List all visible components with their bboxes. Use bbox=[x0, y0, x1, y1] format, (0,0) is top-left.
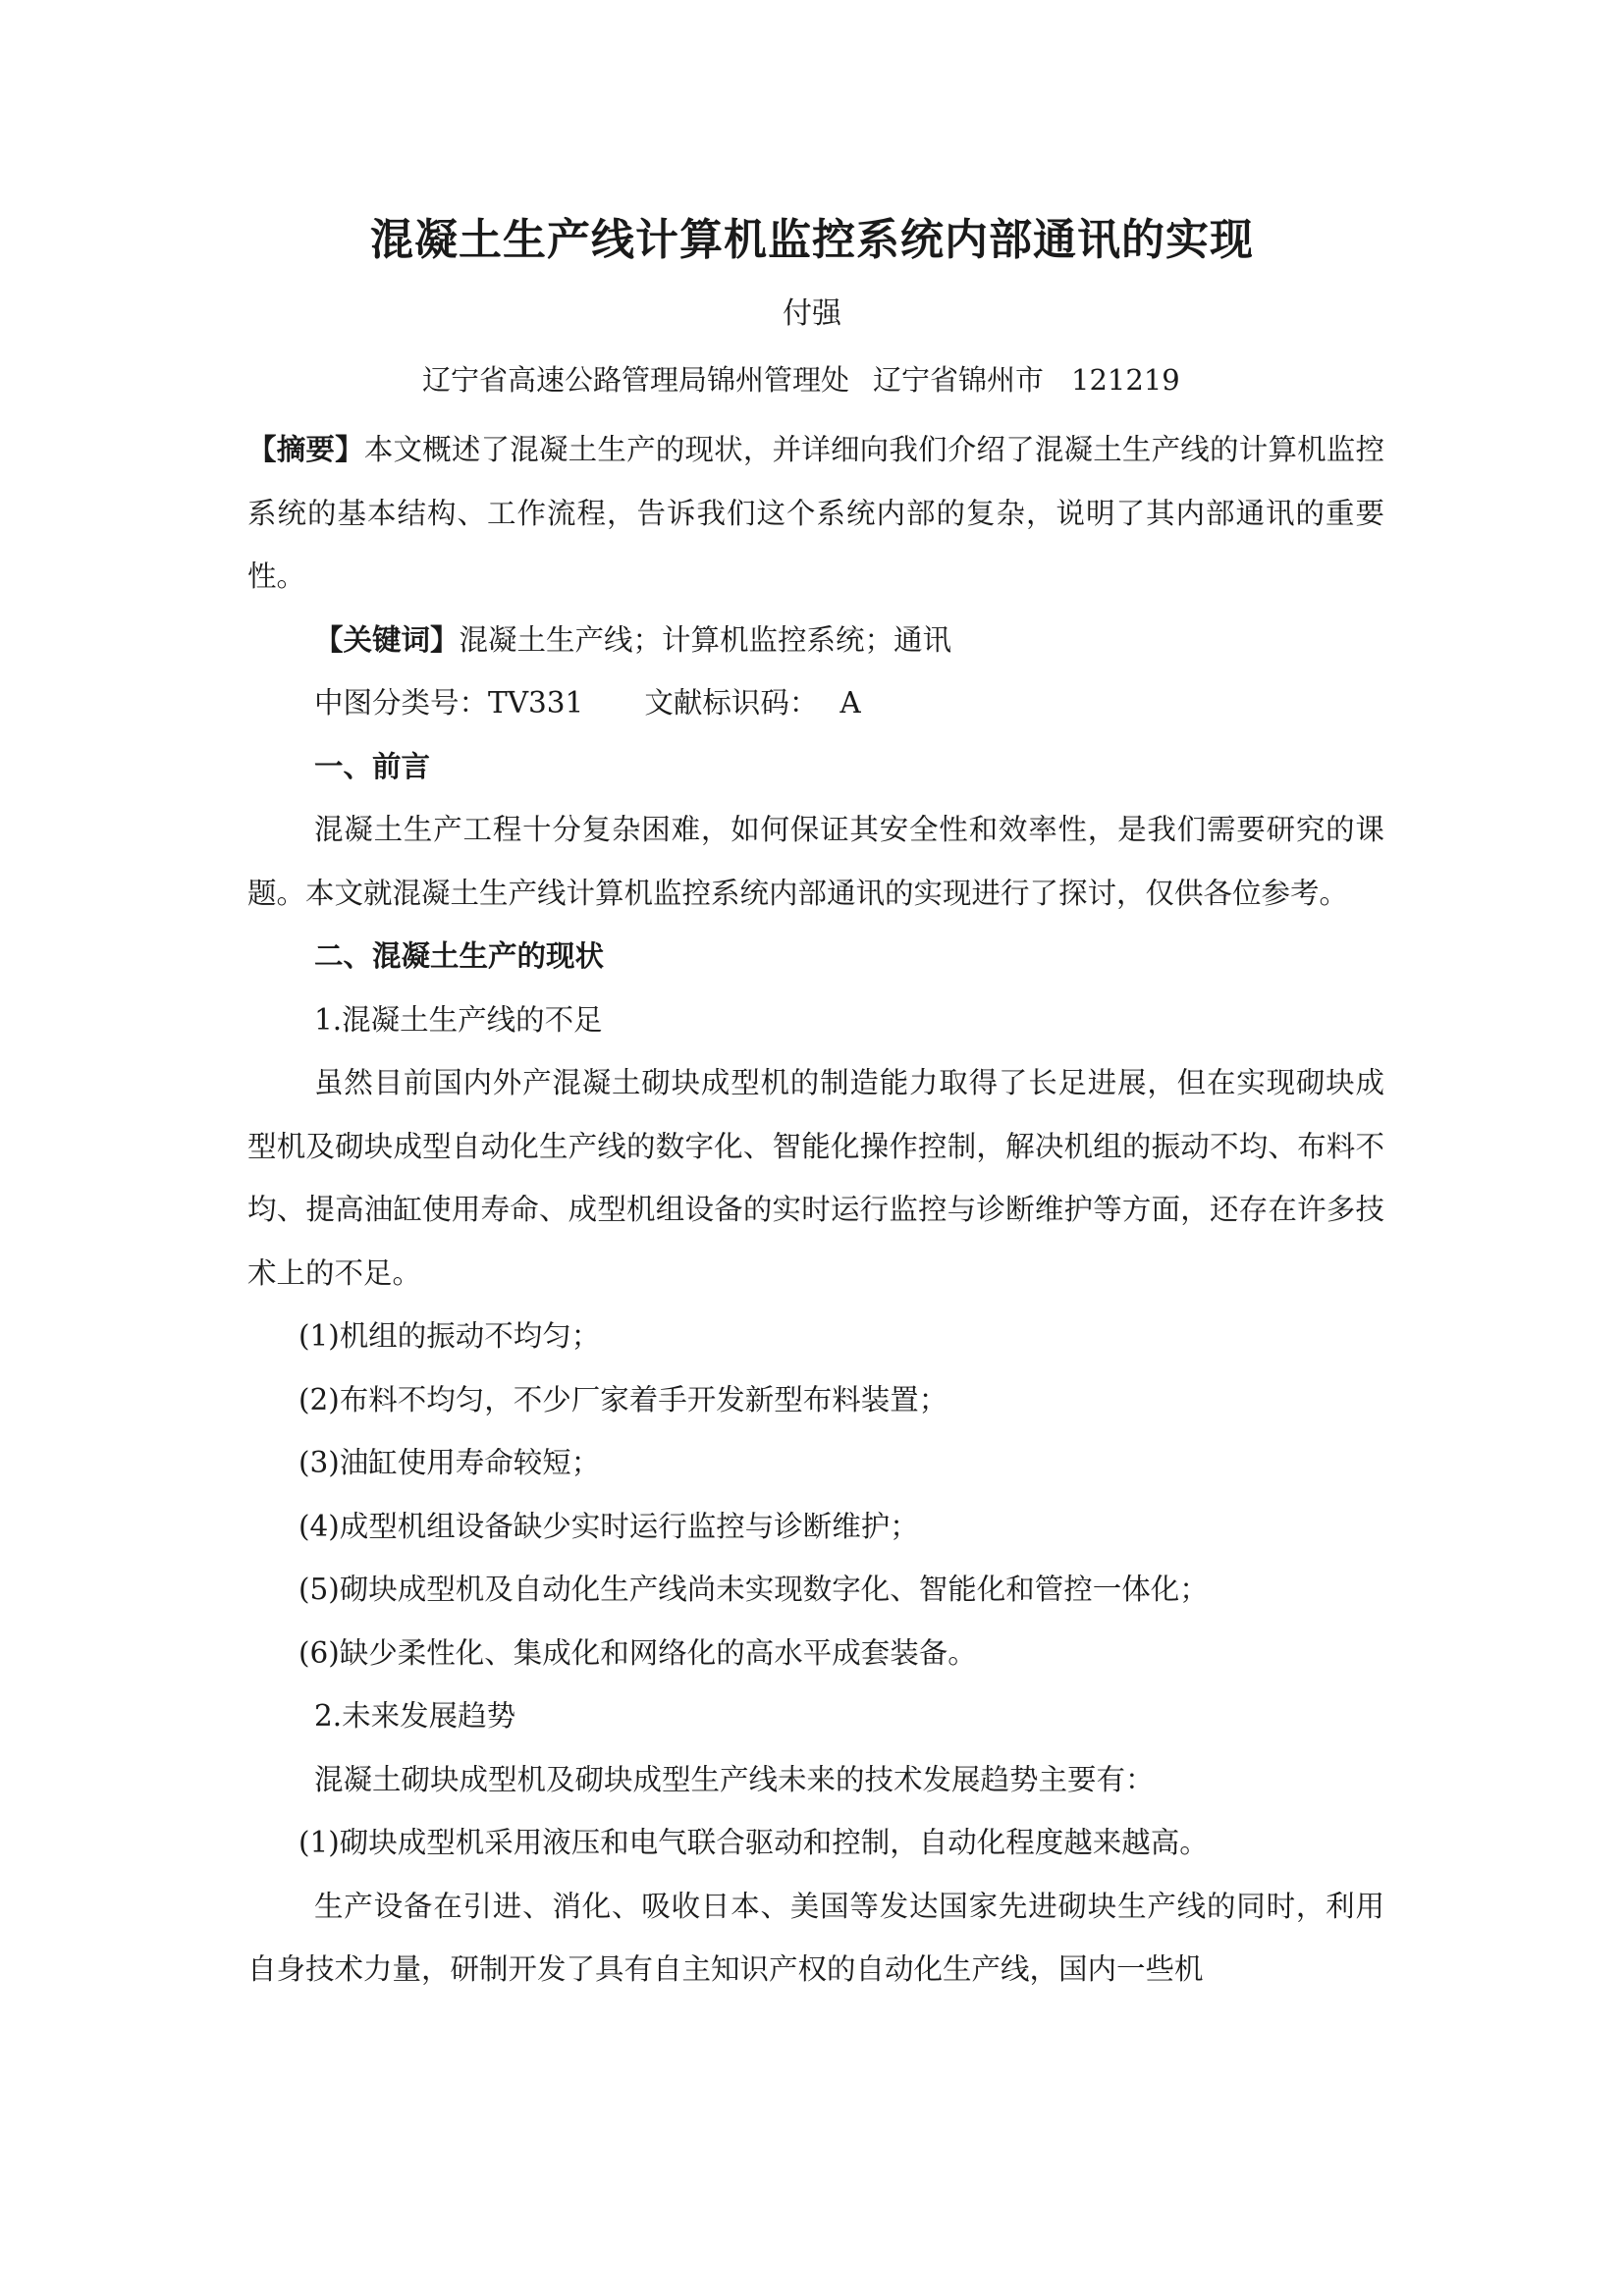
list-item: (4)成型机组设备缺少实时运行监控与诊断维护； bbox=[298, 1509, 919, 1543]
list-item: (2)布料不均匀，不少厂家着手开发新型布料装置； bbox=[298, 1382, 948, 1416]
affiliation-postcode: 121219 bbox=[1071, 363, 1180, 397]
paper-body bbox=[247, 418, 1384, 2002]
list-item: (3)油缸使用寿命较短； bbox=[298, 1446, 601, 1479]
doc-code-value: A bbox=[839, 686, 861, 720]
abstract-paragraph bbox=[247, 418, 1384, 609]
list-item: (6)缺少柔性化、集成化和网络化的高水平成套装备。 bbox=[298, 1635, 977, 1670]
classification-line bbox=[247, 671, 1384, 735]
paper-title: 混凝土生产线计算机监控系统内部通讯的实现 bbox=[370, 215, 1254, 265]
subheading-shortcomings: 1.混凝土生产线的不足 bbox=[314, 1002, 603, 1037]
trends-detail-paragraph: 生产设备在引进、消化、吸收日本、美国等发达国家先进砌块生产线的同时，利用自身技术力量，研制开发了具有自主知识产权的自动化生产线，国内一些机 bbox=[247, 1889, 1384, 1986]
keywords-text: 混凝土生产线；计算机监控系统；通讯 bbox=[459, 622, 952, 657]
doc-code-label: 文献标识码： bbox=[644, 686, 819, 720]
clc-value: TV331 bbox=[488, 686, 584, 720]
list-item: (1)机组的振动不均匀； bbox=[298, 1319, 601, 1353]
affiliation-org: 辽宁省高速公路管理局锦州管理处 bbox=[422, 363, 850, 397]
affiliation-location: 辽宁省锦州市 bbox=[873, 363, 1045, 397]
section-heading-intro: 一、前言 bbox=[314, 749, 431, 783]
intro-paragraph: 混凝土生产工程十分复杂困难，如何保证其安全性和效率性，是我们需要研究的课题。本文就混凝土生产线计算机监控系统内部通讯的实现进行了探讨，仅供各位参考。 bbox=[247, 813, 1384, 910]
keywords-paragraph bbox=[247, 609, 1384, 672]
abstract-label: 【摘要】 bbox=[247, 433, 364, 466]
subheading-trends: 2.未来发展趋势 bbox=[314, 1699, 516, 1733]
keywords-label: 【关键词】 bbox=[314, 622, 460, 657]
trend-item: (1)砌块成型机采用液压和电气联合驱动和控制，自动化程度越来越高。 bbox=[298, 1826, 1209, 1859]
abstract-text: 本文概述了混凝土生产的现状，并详细向我们介绍了混凝土生产线的计算机监控系统的基本结构、工作流程，告诉我们这个系统内部的复杂，说明了其内部通讯的重要性。 bbox=[247, 433, 1384, 593]
clc-label: 中图分类号： bbox=[314, 686, 489, 720]
list-item: (5)砌块成型机及自动化生产线尚未实现数字化、智能化和管控一体化； bbox=[298, 1573, 1209, 1606]
trends-intro-paragraph: 混凝土砌块成型机及砌块成型生产线未来的技术发展趋势主要有： bbox=[314, 1762, 1155, 1796]
author-name: 付强 bbox=[783, 296, 841, 331]
shortcomings-paragraph: 虽然目前国内外产混凝土砌块成型机的制造能力取得了长足进展，但在实现砌块成型机及砌块成型自动化生产线的数字化、智能化操作控制，解决机组的振动不均、布料不均、提高油缸使用寿命、成型机组设备的实时运行监控与诊断维护等方面，还存在许多技术上的不足。 bbox=[247, 1066, 1384, 1290]
section-heading-status: 二、混凝土生产的现状 bbox=[314, 939, 605, 973]
affiliation-line bbox=[422, 355, 1502, 404]
